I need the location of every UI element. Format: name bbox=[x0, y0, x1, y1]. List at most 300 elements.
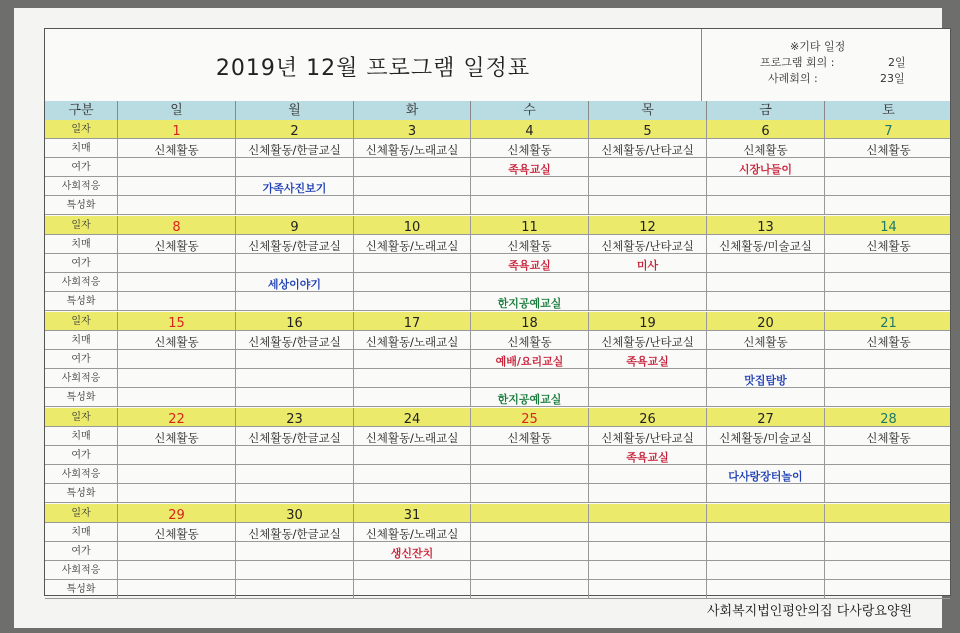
special-cell bbox=[588, 196, 706, 214]
social-cell bbox=[117, 561, 235, 579]
activity-row bbox=[45, 523, 950, 542]
row-label: 여가 bbox=[71, 162, 91, 173]
date-cell bbox=[588, 120, 706, 138]
special-cell bbox=[235, 388, 353, 406]
social-cell bbox=[588, 177, 706, 195]
special-cell bbox=[588, 388, 706, 406]
special-cell bbox=[353, 292, 470, 310]
activity-text: 족욕교실 bbox=[508, 163, 551, 176]
leisure-cell bbox=[117, 158, 235, 176]
date-cell bbox=[824, 120, 952, 138]
date-cell bbox=[117, 408, 235, 426]
row-label: 특성화 bbox=[66, 392, 96, 403]
activity-text: 족욕교실 bbox=[626, 451, 669, 464]
row-label: 여가 bbox=[71, 258, 91, 269]
special-cell bbox=[824, 196, 952, 214]
date-cell bbox=[588, 504, 706, 522]
date-cell bbox=[706, 216, 824, 234]
date-cell bbox=[824, 216, 952, 234]
activity-row bbox=[45, 561, 950, 580]
date-number: 29 bbox=[168, 508, 185, 522]
date-number: 15 bbox=[168, 316, 185, 330]
social-cell bbox=[353, 273, 470, 291]
activity-text: 미사 bbox=[636, 259, 659, 272]
date-number: 22 bbox=[168, 412, 185, 426]
leisure-cell bbox=[706, 542, 824, 560]
activity-text: 신체활동 bbox=[154, 239, 199, 253]
social-cell bbox=[235, 273, 353, 291]
dementia-cell bbox=[235, 427, 353, 445]
date-cell bbox=[470, 408, 588, 426]
leisure-cell bbox=[824, 158, 952, 176]
dementia-cell bbox=[353, 331, 470, 349]
dementia-cell bbox=[706, 523, 824, 541]
activity-row bbox=[45, 484, 950, 503]
social-cell bbox=[706, 177, 824, 195]
date-cell bbox=[117, 120, 235, 138]
row-label: 치매 bbox=[71, 431, 91, 442]
special-cell bbox=[353, 388, 470, 406]
leisure-cell bbox=[706, 350, 824, 368]
special-cell bbox=[235, 580, 353, 598]
activity-text: 신체활동/한글교실 bbox=[248, 239, 341, 253]
row-label: 치매 bbox=[71, 335, 91, 346]
activity-text: 신체활동/노래교실 bbox=[365, 431, 459, 445]
header-category: 구분 bbox=[68, 103, 94, 118]
activity-text: 신체활동/노래교실 bbox=[365, 143, 459, 157]
social-cell bbox=[470, 561, 588, 579]
activity-row bbox=[45, 388, 950, 407]
header-day: 월 bbox=[235, 101, 353, 120]
activity-row bbox=[45, 580, 950, 599]
date-number: 11 bbox=[521, 220, 538, 234]
date-cell bbox=[353, 216, 470, 234]
date-number: 28 bbox=[880, 412, 897, 426]
activity-text: 신체활동/난타교실 bbox=[601, 431, 694, 445]
special-cell bbox=[117, 196, 235, 214]
dementia-cell bbox=[588, 235, 706, 253]
leisure-cell bbox=[588, 158, 706, 176]
date-number: 3 bbox=[407, 124, 417, 138]
leisure-cell bbox=[353, 542, 470, 560]
social-cell bbox=[235, 465, 353, 483]
leisure-cell bbox=[117, 542, 235, 560]
leisure-cell bbox=[117, 254, 235, 272]
special-cell bbox=[117, 484, 235, 502]
activity-text: 맛집탐방 bbox=[744, 374, 787, 387]
date-number: 12 bbox=[639, 220, 656, 234]
activity-text: 예배/요리교실 bbox=[495, 355, 564, 368]
date-cell bbox=[353, 120, 470, 138]
dementia-cell bbox=[235, 139, 353, 157]
activity-text: 신체활동 bbox=[866, 143, 911, 157]
date-cell bbox=[235, 120, 353, 138]
row-label: 일자 bbox=[71, 508, 91, 519]
row-label: 사회적응 bbox=[61, 277, 101, 288]
header-day: 금 bbox=[706, 101, 824, 120]
special-cell bbox=[353, 196, 470, 214]
date-cell bbox=[706, 408, 824, 426]
date-number: 13 bbox=[757, 220, 774, 234]
activity-text: 세상이야기 bbox=[267, 278, 322, 291]
activity-text: 신체활동/노래교실 bbox=[365, 239, 459, 253]
row-label: 일자 bbox=[71, 316, 91, 327]
dementia-cell bbox=[235, 235, 353, 253]
special-cell bbox=[706, 484, 824, 502]
social-cell bbox=[117, 369, 235, 387]
activity-text: 신체활동 bbox=[154, 527, 199, 541]
special-cell bbox=[117, 388, 235, 406]
date-number: 17 bbox=[403, 316, 421, 330]
dementia-cell bbox=[824, 139, 952, 157]
date-cell bbox=[235, 504, 353, 522]
date-cell bbox=[588, 408, 706, 426]
social-cell bbox=[470, 369, 588, 387]
dementia-cell bbox=[706, 235, 824, 253]
activity-text: 신체활동 bbox=[507, 335, 552, 349]
date-number: 20 bbox=[757, 316, 774, 330]
social-cell bbox=[235, 561, 353, 579]
leisure-cell bbox=[117, 446, 235, 464]
leisure-cell bbox=[353, 158, 470, 176]
row-label: 일자 bbox=[71, 412, 91, 423]
date-number: 8 bbox=[172, 220, 181, 234]
date-cell bbox=[588, 216, 706, 234]
side-note-line2-label: 사례회의 : bbox=[768, 72, 818, 85]
social-cell bbox=[588, 561, 706, 579]
activity-text: 신체활동/노래교실 bbox=[365, 527, 459, 541]
date-cell bbox=[706, 504, 824, 522]
social-cell bbox=[824, 465, 952, 483]
side-note-heading: ※기타 일정 bbox=[790, 40, 846, 53]
activity-row bbox=[45, 158, 950, 177]
date-cell bbox=[235, 312, 353, 330]
date-row bbox=[45, 312, 950, 331]
special-cell bbox=[706, 580, 824, 598]
activity-text: 신체활동 bbox=[866, 431, 911, 445]
dementia-cell bbox=[824, 235, 952, 253]
dementia-cell bbox=[470, 139, 588, 157]
activity-row bbox=[45, 465, 950, 484]
activity-row bbox=[45, 196, 950, 215]
leisure-cell bbox=[235, 542, 353, 560]
dementia-cell bbox=[353, 139, 470, 157]
leisure-cell bbox=[470, 254, 588, 272]
special-cell bbox=[588, 580, 706, 598]
leisure-cell bbox=[117, 350, 235, 368]
activity-row bbox=[45, 254, 950, 273]
special-cell bbox=[706, 388, 824, 406]
row-label: 여가 bbox=[71, 450, 91, 461]
special-cell bbox=[353, 484, 470, 502]
header-day: 토 bbox=[824, 101, 952, 120]
social-cell bbox=[470, 465, 588, 483]
date-row bbox=[45, 120, 950, 139]
side-note-line1-label: 프로그램 회의 : bbox=[760, 56, 835, 69]
dementia-cell bbox=[353, 523, 470, 541]
leisure-cell bbox=[706, 158, 824, 176]
activity-text: 다사랑장터놀이 bbox=[728, 470, 803, 483]
activity-row bbox=[45, 446, 950, 465]
activity-text: 신체활동 bbox=[866, 239, 911, 253]
activity-row bbox=[45, 350, 950, 369]
leisure-cell bbox=[353, 446, 470, 464]
special-cell bbox=[117, 580, 235, 598]
row-label: 일자 bbox=[71, 220, 91, 231]
special-cell bbox=[235, 484, 353, 502]
dementia-cell bbox=[117, 139, 235, 157]
social-cell bbox=[353, 465, 470, 483]
activity-row bbox=[45, 427, 950, 446]
dementia-cell bbox=[117, 427, 235, 445]
activity-text: 신체활동/한글교실 bbox=[248, 431, 341, 445]
dementia-cell bbox=[588, 523, 706, 541]
date-cell bbox=[117, 216, 235, 234]
date-number: 24 bbox=[403, 412, 421, 426]
side-note-line2-value: 23일 bbox=[880, 72, 905, 85]
social-cell bbox=[470, 177, 588, 195]
social-cell bbox=[706, 273, 824, 291]
date-cell bbox=[470, 504, 588, 522]
paper-sheet bbox=[14, 8, 942, 628]
row-label: 일자 bbox=[71, 124, 91, 135]
social-cell bbox=[824, 369, 952, 387]
page-title: 2019년 12월 프로그램 일정표 bbox=[215, 56, 531, 81]
dementia-cell bbox=[470, 235, 588, 253]
date-row bbox=[45, 408, 950, 427]
special-cell bbox=[470, 484, 588, 502]
activity-text: 신체활동/노래교실 bbox=[365, 335, 459, 349]
social-cell bbox=[470, 273, 588, 291]
dementia-cell bbox=[117, 331, 235, 349]
activity-text: 생신잔치 bbox=[390, 547, 434, 560]
leisure-cell bbox=[470, 446, 588, 464]
leisure-cell bbox=[824, 350, 952, 368]
social-cell bbox=[588, 465, 706, 483]
row-label: 특성화 bbox=[66, 584, 96, 595]
leisure-cell bbox=[824, 254, 952, 272]
social-cell bbox=[706, 561, 824, 579]
date-cell bbox=[824, 408, 952, 426]
leisure-cell bbox=[353, 350, 470, 368]
date-cell bbox=[706, 312, 824, 330]
special-cell bbox=[706, 292, 824, 310]
date-cell bbox=[117, 312, 235, 330]
date-cell bbox=[353, 504, 470, 522]
date-number: 26 bbox=[639, 412, 656, 426]
special-cell bbox=[235, 292, 353, 310]
dementia-cell bbox=[235, 331, 353, 349]
facility-name: 사회복지법인평안의집 다사랑요양원 bbox=[707, 604, 913, 619]
row-label: 특성화 bbox=[66, 296, 96, 307]
social-cell bbox=[588, 369, 706, 387]
leisure-cell bbox=[706, 446, 824, 464]
row-label: 사회적응 bbox=[61, 181, 101, 192]
special-cell bbox=[117, 292, 235, 310]
special-cell bbox=[824, 388, 952, 406]
activity-text: 신체활동/난타교실 bbox=[601, 335, 694, 349]
social-cell bbox=[235, 177, 353, 195]
dementia-cell bbox=[824, 427, 952, 445]
activity-row bbox=[45, 177, 950, 196]
date-number: 1 bbox=[172, 124, 181, 138]
activity-text: 신체활동 bbox=[154, 143, 199, 157]
weekday-header bbox=[45, 101, 950, 121]
date-cell bbox=[470, 312, 588, 330]
leisure-cell bbox=[470, 158, 588, 176]
header-day: 화 bbox=[353, 101, 470, 120]
date-number: 5 bbox=[643, 124, 652, 138]
social-cell bbox=[588, 273, 706, 291]
schedule-table bbox=[44, 28, 951, 596]
activity-text: 신체활동/한글교실 bbox=[248, 527, 341, 541]
special-cell bbox=[824, 580, 952, 598]
date-number: 9 bbox=[290, 220, 299, 234]
dementia-cell bbox=[470, 427, 588, 445]
activity-text: 신체활동/난타교실 bbox=[601, 143, 694, 157]
leisure-cell bbox=[588, 350, 706, 368]
activity-text: 신체활동 bbox=[743, 335, 788, 349]
activity-row bbox=[45, 369, 950, 388]
date-number: 31 bbox=[403, 508, 421, 522]
leisure-cell bbox=[235, 254, 353, 272]
row-label: 치매 bbox=[71, 143, 91, 154]
activity-text: 신체활동/한글교실 bbox=[248, 143, 341, 157]
activity-row bbox=[45, 273, 950, 292]
activity-text: 신체활동/난타교실 bbox=[601, 239, 694, 253]
date-number: 7 bbox=[884, 124, 893, 138]
activity-text: 한지공예교실 bbox=[497, 297, 562, 310]
title-row bbox=[45, 29, 950, 102]
header-day: 수 bbox=[470, 101, 588, 120]
activity-row bbox=[45, 542, 950, 561]
dementia-cell bbox=[117, 235, 235, 253]
side-note-line1-value: 2일 bbox=[888, 56, 906, 69]
date-number: 18 bbox=[521, 316, 538, 330]
special-cell bbox=[706, 196, 824, 214]
date-cell bbox=[235, 408, 353, 426]
activity-text: 신체활동 bbox=[507, 431, 552, 445]
dementia-cell bbox=[353, 427, 470, 445]
date-number: 30 bbox=[286, 508, 303, 522]
date-row bbox=[45, 504, 950, 523]
social-cell bbox=[706, 465, 824, 483]
special-cell bbox=[470, 196, 588, 214]
special-cell bbox=[470, 292, 588, 310]
dementia-cell bbox=[824, 331, 952, 349]
activity-text: 신체활동 bbox=[154, 335, 199, 349]
row-label: 사회적응 bbox=[61, 565, 101, 576]
dementia-cell bbox=[706, 139, 824, 157]
social-cell bbox=[353, 177, 470, 195]
special-cell bbox=[588, 484, 706, 502]
activity-row bbox=[45, 292, 950, 311]
row-label: 치매 bbox=[71, 527, 91, 538]
date-number: 21 bbox=[880, 316, 897, 330]
date-number: 6 bbox=[761, 124, 770, 138]
activity-row bbox=[45, 139, 950, 158]
special-cell bbox=[824, 292, 952, 310]
activity-text: 신체활동/미술교실 bbox=[719, 431, 812, 445]
social-cell bbox=[353, 561, 470, 579]
leisure-cell bbox=[706, 254, 824, 272]
leisure-cell bbox=[588, 254, 706, 272]
date-cell bbox=[706, 120, 824, 138]
social-cell bbox=[117, 177, 235, 195]
special-cell bbox=[235, 196, 353, 214]
dementia-cell bbox=[588, 331, 706, 349]
social-cell bbox=[117, 273, 235, 291]
dementia-cell bbox=[470, 331, 588, 349]
other-schedule-note bbox=[701, 29, 952, 101]
activity-text: 신체활동/미술교실 bbox=[719, 239, 812, 253]
leisure-cell bbox=[824, 542, 952, 560]
date-cell bbox=[353, 408, 470, 426]
row-label: 특성화 bbox=[66, 200, 96, 211]
date-cell bbox=[824, 312, 952, 330]
row-label: 사회적응 bbox=[61, 373, 101, 384]
leisure-cell bbox=[235, 158, 353, 176]
dementia-cell bbox=[588, 427, 706, 445]
activity-row bbox=[45, 331, 950, 350]
dementia-cell bbox=[353, 235, 470, 253]
date-number: 14 bbox=[880, 220, 897, 234]
date-cell bbox=[353, 312, 470, 330]
dementia-cell bbox=[588, 139, 706, 157]
dementia-cell bbox=[706, 331, 824, 349]
leisure-cell bbox=[824, 446, 952, 464]
social-cell bbox=[824, 177, 952, 195]
activity-text: 신체활동 bbox=[507, 239, 552, 253]
leisure-cell bbox=[470, 350, 588, 368]
activity-row bbox=[45, 235, 950, 254]
social-cell bbox=[117, 465, 235, 483]
date-cell bbox=[588, 312, 706, 330]
activity-text: 신체활동 bbox=[866, 335, 911, 349]
social-cell bbox=[824, 273, 952, 291]
activity-text: 시장나들이 bbox=[738, 163, 793, 176]
activity-text: 신체활동 bbox=[154, 431, 199, 445]
social-cell bbox=[353, 369, 470, 387]
social-cell bbox=[235, 369, 353, 387]
row-label: 치매 bbox=[71, 239, 91, 250]
date-cell bbox=[470, 120, 588, 138]
date-number: 16 bbox=[286, 316, 303, 330]
row-label: 여가 bbox=[71, 546, 91, 557]
dementia-cell bbox=[235, 523, 353, 541]
dementia-cell bbox=[117, 523, 235, 541]
date-cell bbox=[117, 504, 235, 522]
date-number: 10 bbox=[403, 220, 421, 234]
leisure-cell bbox=[235, 350, 353, 368]
activity-text: 한지공예교실 bbox=[497, 393, 562, 406]
leisure-cell bbox=[588, 446, 706, 464]
activity-text: 신체활동/한글교실 bbox=[248, 335, 341, 349]
special-cell bbox=[824, 484, 952, 502]
special-cell bbox=[470, 580, 588, 598]
date-number: 4 bbox=[525, 124, 534, 138]
dementia-cell bbox=[824, 523, 952, 541]
row-label: 여가 bbox=[71, 354, 91, 365]
special-cell bbox=[353, 580, 470, 598]
special-cell bbox=[588, 292, 706, 310]
activity-text: 신체활동 bbox=[507, 143, 552, 157]
leisure-cell bbox=[235, 446, 353, 464]
leisure-cell bbox=[588, 542, 706, 560]
header-day: 일 bbox=[117, 101, 235, 120]
header-day: 목 bbox=[588, 101, 706, 120]
activity-text: 신체활동 bbox=[743, 143, 788, 157]
